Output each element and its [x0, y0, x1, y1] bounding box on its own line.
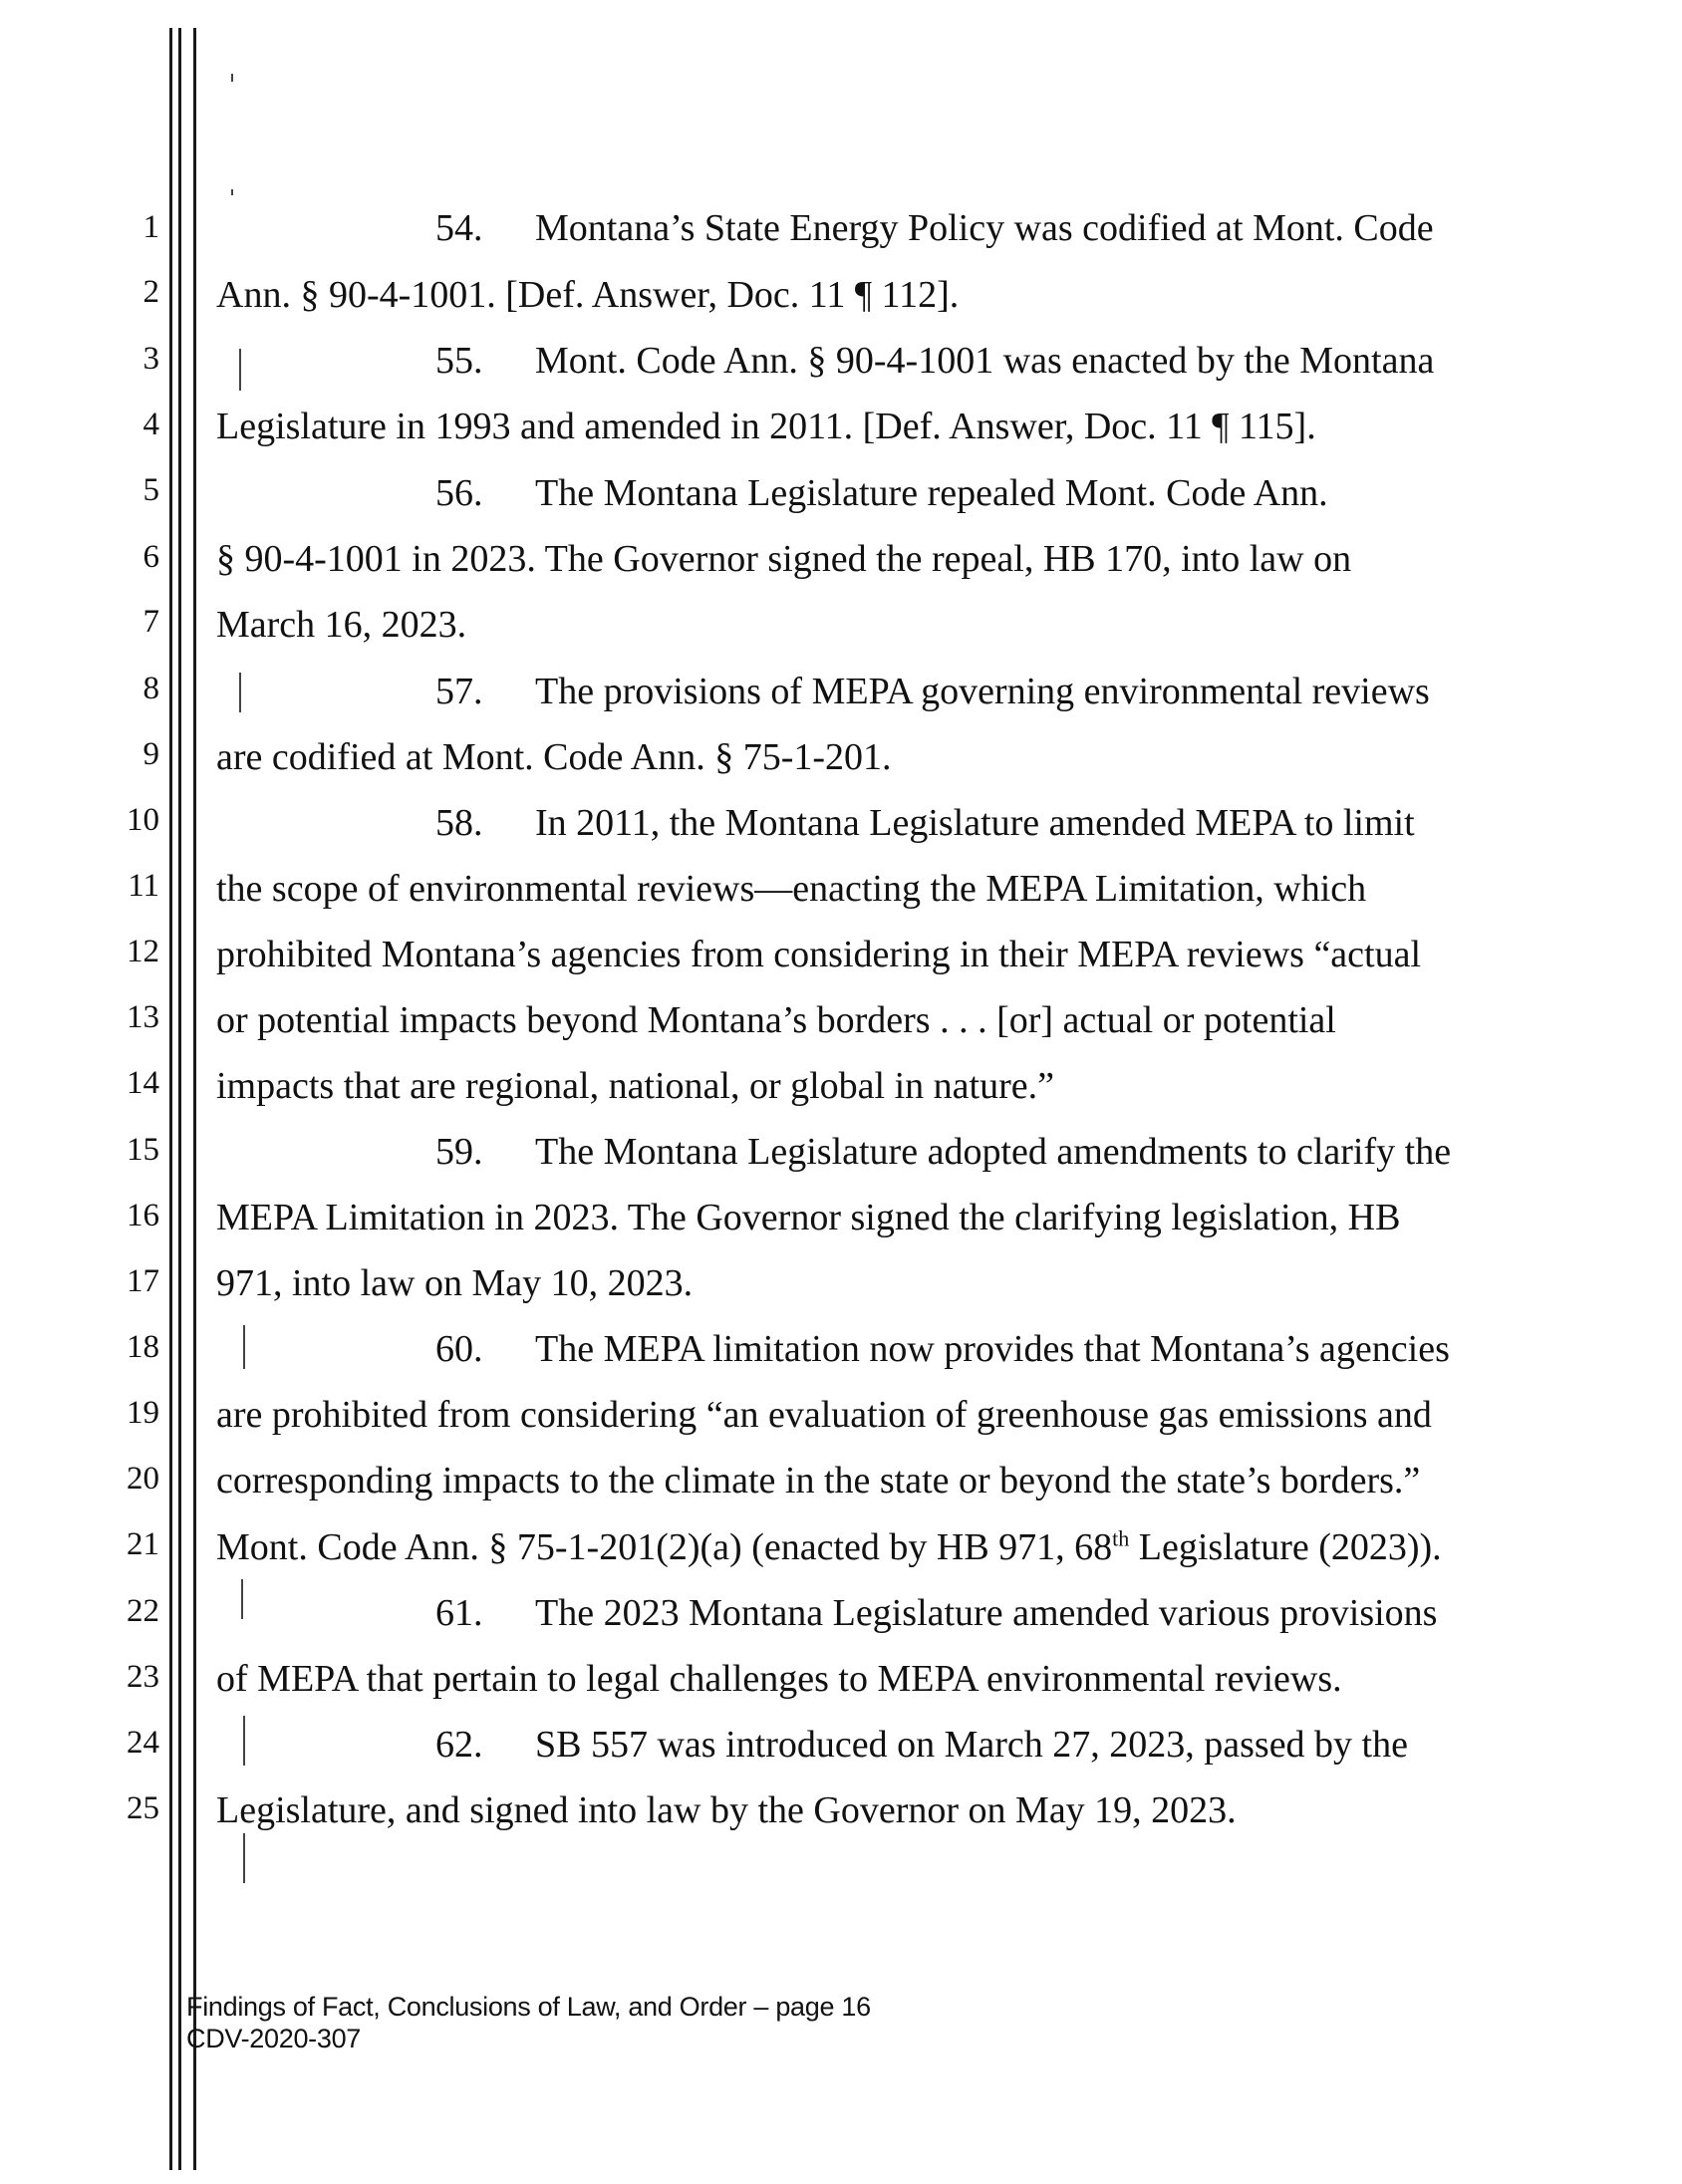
paragraph-text: The Montana Legislature repealed Mont. Code Ann.	[535, 472, 1328, 514]
line-number: 2	[142, 274, 159, 310]
paragraph-text: The Montana Legislature adopted amendments to clarify the	[535, 1131, 1452, 1173]
paragraph-60-line	[216, 1525, 1442, 1569]
line-number: 10	[127, 802, 159, 838]
paragraph-56-line: March 16, 2023.	[216, 604, 467, 646]
paragraph-number: 60.	[435, 1328, 483, 1370]
scan-artifact	[231, 74, 233, 82]
paragraph-58-line: the scope of environmental reviews—enacting the MEPA Limitation, which	[216, 868, 1367, 910]
line-number: 9	[142, 736, 159, 772]
line-number: 13	[127, 999, 159, 1035]
line-number: 17	[127, 1263, 159, 1299]
paragraph-58-line: prohibited Montana’s agencies from considering in their MEPA reviews “actual	[216, 934, 1422, 975]
line-number: 1	[142, 209, 159, 245]
paragraph-number: 56.	[435, 472, 483, 514]
paragraph-number: 55.	[435, 340, 483, 382]
citation-text: Legislature (2023)).	[1129, 1526, 1442, 1568]
paragraph-number: 61.	[435, 1592, 483, 1634]
line-number: 14	[127, 1065, 159, 1101]
line-number: 7	[142, 604, 159, 640]
line-number: 12	[127, 934, 159, 969]
paragraph-58-line: or potential impacts beyond Montana’s borders . . . [or] actual or potential	[216, 999, 1336, 1041]
paragraph-60-line	[435, 1327, 1450, 1371]
paragraph-56-line	[435, 471, 1328, 515]
line-number: 21	[127, 1526, 159, 1562]
scan-artifact	[243, 1833, 245, 1883]
paragraph-61-line: of MEPA that pertain to legal challenges to MEPA environmental reviews.	[216, 1658, 1342, 1700]
paragraph-54-line	[435, 206, 1434, 250]
paragraph-59-line	[435, 1130, 1451, 1174]
line-number: 4	[142, 407, 159, 442]
paragraph-text: Mont. Code Ann. § 90-4-1001 was enacted by the Montana	[535, 340, 1435, 382]
paragraph-61-line	[435, 1591, 1437, 1635]
line-number: 25	[127, 1790, 159, 1826]
paragraph-text: In 2011, the Montana Legislature amended MEPA to limit	[535, 802, 1415, 844]
paragraph-number: 58.	[435, 802, 483, 844]
margin-rule-right	[193, 28, 196, 2170]
line-number: 24	[127, 1725, 159, 1761]
paragraph-text: The provisions of MEPA governing environmental reviews	[535, 671, 1430, 712]
line-number: 19	[127, 1395, 159, 1431]
margin-rule-left	[169, 28, 172, 2170]
paragraph-58-line: impacts that are regional, national, or global in nature.”	[216, 1065, 1054, 1107]
footer-case-number: CDV-2020-307	[186, 2024, 362, 2053]
paragraph-text: Montana’s State Energy Policy was codified at Mont. Code	[535, 207, 1434, 249]
scan-artifact	[243, 1716, 245, 1766]
paragraph-55-line: Legislature in 1993 and amended in 2011. [Def. Answer, Doc. 11 ¶ 115].	[216, 406, 1316, 447]
scan-artifact	[243, 1325, 245, 1369]
line-number: 5	[142, 472, 159, 508]
line-number: 18	[127, 1329, 159, 1365]
line-number: 20	[127, 1461, 159, 1497]
paragraph-number: 54.	[435, 207, 483, 249]
line-number: 23	[127, 1659, 159, 1695]
paragraph-text: SB 557 was introduced on March 27, 2023, passed by the	[535, 1724, 1408, 1766]
margin-rule-middle	[178, 28, 181, 2170]
line-number: 11	[128, 868, 159, 904]
paragraph-text: The 2023 Montana Legislature amended various provisions	[535, 1592, 1438, 1634]
ordinal-suffix: th	[1112, 1525, 1130, 1551]
paragraph-59-line: MEPA Limitation in 2023. The Governor signed the clarifying legislation, HB	[216, 1197, 1401, 1238]
paragraph-57-line	[435, 670, 1430, 713]
paragraph-57-line: are codified at Mont. Code Ann. § 75-1-201.	[216, 736, 892, 778]
line-number: 3	[142, 341, 159, 377]
paragraph-text: The MEPA limitation now provides that Montana’s agencies	[535, 1328, 1450, 1370]
paragraph-54-line: Ann. § 90-4-1001. [Def. Answer, Doc. 11 ¶ 112].	[216, 274, 960, 316]
paragraph-number: 57.	[435, 671, 483, 712]
scan-artifact	[231, 189, 233, 195]
line-number: 22	[127, 1593, 159, 1629]
line-number: 6	[142, 539, 159, 575]
line-number: 15	[127, 1132, 159, 1168]
footer-title: Findings of Fact, Conclusions of Law, and Order – page 16	[186, 1992, 871, 2022]
paragraph-58-line	[435, 801, 1415, 845]
line-number: 16	[127, 1198, 159, 1233]
paragraph-62-line	[435, 1723, 1408, 1767]
paragraph-number: 59.	[435, 1131, 483, 1173]
line-number: 8	[142, 671, 159, 706]
paragraph-59-line: 971, into law on May 10, 2023.	[216, 1262, 694, 1304]
paragraph-60-line: corresponding impacts to the climate in the state or beyond the state’s borders.”	[216, 1460, 1421, 1502]
paragraph-56-line: § 90-4-1001 in 2023. The Governor signed the repeal, HB 170, into law on	[216, 538, 1352, 580]
scan-artifact	[239, 349, 241, 391]
paragraph-62-line: Legislature, and signed into law by the Governor on May 19, 2023.	[216, 1789, 1237, 1831]
scan-artifact	[239, 673, 241, 712]
paragraph-60-line: are prohibited from considering “an evaluation of greenhouse gas emissions and	[216, 1394, 1432, 1436]
scan-artifact	[241, 1579, 243, 1619]
paragraph-55-line	[435, 339, 1434, 383]
paragraph-number: 62.	[435, 1724, 483, 1766]
citation-text: Mont. Code Ann. § 75-1-201(2)(a) (enacted by HB 971, 68	[216, 1526, 1113, 1568]
